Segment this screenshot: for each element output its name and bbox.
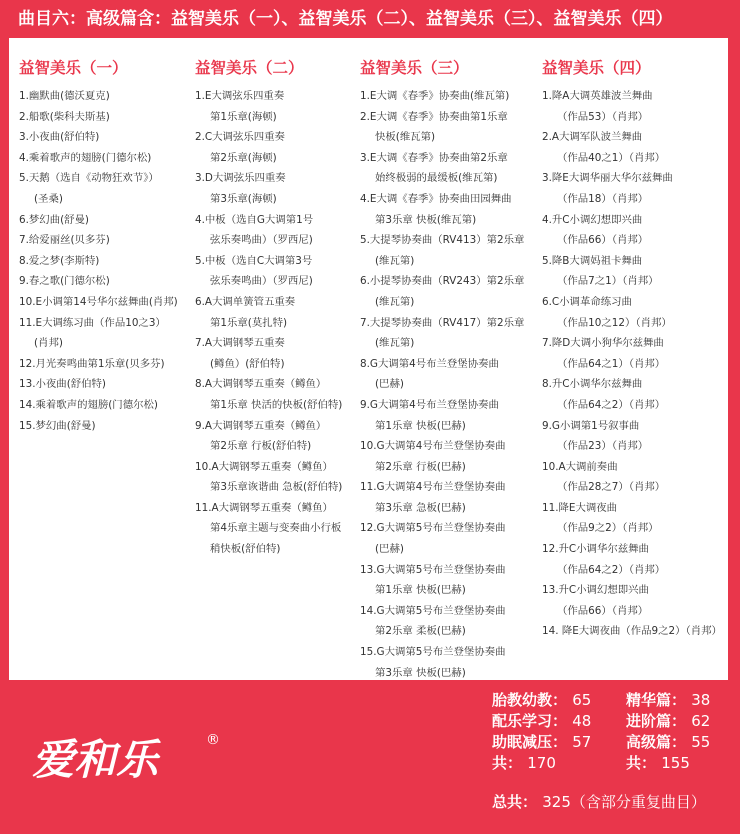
track-item: 7.A大调钢琴五重奏 <box>195 337 285 350</box>
track-item-continuation: 第4乐章主题与变奏曲小行板 <box>210 522 342 535</box>
track-item: 10.A大调前奏曲 <box>542 460 618 473</box>
track-item: 13.G大调第5号布兰登堡协奏曲 <box>360 563 506 576</box>
track-item: 5.大提琴协奏曲（RV413）第2乐章 <box>360 234 525 247</box>
track-item: 7.大提琴协奏曲（RV417）第2乐章 <box>360 316 525 329</box>
track-item: 6.小提琴协奏曲（RV243）第2乐章 <box>360 275 525 288</box>
track-item-continuation: (维瓦第) <box>375 337 415 350</box>
track-item-continuation: 第3乐章 快板(维瓦第) <box>375 213 477 226</box>
track-item: 3.D大调弦乐四重奏 <box>195 172 286 185</box>
track-item-continuation: （作品64之2）（肖邦） <box>557 563 666 576</box>
track-item: 4.中板（选自G大调第1号 <box>195 213 314 226</box>
track-item: 3.小夜曲(舒伯特) <box>19 131 100 144</box>
logo-text: 爱和乐 <box>32 735 159 784</box>
track-item-continuation: （作品18）（肖邦） <box>557 192 649 205</box>
track-item: 4.乘着歌声的翅膀(门德尔松) <box>19 151 152 164</box>
track-item: 12.升C小调华尔兹舞曲 <box>542 543 649 556</box>
track-item: 6.A大调单簧管五重奏 <box>195 295 296 308</box>
stat-right-0: 精华篇： 38 <box>626 691 711 709</box>
track-item-continuation: 第3乐章诙谐曲 急板(舒伯特) <box>210 481 343 494</box>
track-item: 6.梦幻曲(舒曼) <box>19 213 89 226</box>
track-item-continuation: （作品9之2）（肖邦） <box>557 522 659 535</box>
track-item-continuation: （作品66）（肖邦） <box>557 234 649 247</box>
track-item: 8.升C小调华尔兹舞曲 <box>542 378 643 391</box>
track-item: 5.天鹅（选自《动物狂欢节》） <box>19 172 159 185</box>
track-item-continuation: 稍快板(舒伯特) <box>210 543 281 556</box>
track-list-panel <box>9 38 728 680</box>
track-item-continuation: （作品10之12）（肖邦） <box>557 316 672 329</box>
track-item: 7.降D大调小狗华尔兹舞曲 <box>542 337 664 350</box>
track-item-continuation: (巴赫) <box>375 543 404 556</box>
track-item: 9.春之歌(门德尔松) <box>19 275 110 288</box>
track-item: 9.G小调第1号叙事曲 <box>542 419 640 432</box>
track-item: 1.幽默曲(德沃夏克) <box>19 90 110 102</box>
track-item: 14.G大调第5号布兰登堡协奏曲 <box>360 604 506 617</box>
track-item: 9.G大调第4号布兰登堡协奏曲 <box>360 398 499 411</box>
track-item: 10.A大调钢琴五重奏（鳟鱼） <box>195 460 333 473</box>
column-2-title: 益智美乐（二） <box>195 59 304 77</box>
track-item: 1.降A大调英雄波兰舞曲 <box>542 90 653 102</box>
track-item-continuation: （作品7之1）（肖邦） <box>557 275 659 288</box>
track-item-continuation: (鳟鱼）(舒伯特) <box>210 357 285 370</box>
track-item: 5.中板（选自C大调第3号 <box>195 254 313 267</box>
track-item-continuation: 快板(维瓦第) <box>375 131 436 144</box>
track-item: 2.船歌(柴科夫斯基) <box>19 110 110 123</box>
track-item-continuation: （作品64之1）（肖邦） <box>557 357 666 370</box>
track-item: 2.E大调《春季》协奏曲第1乐章 <box>360 110 508 123</box>
column-4-list <box>542 86 722 642</box>
track-item-continuation: 第2乐章(海顿) <box>210 151 277 164</box>
track-item: 11.降E大调夜曲 <box>542 501 618 514</box>
track-item-continuation: 第1乐章 快板(巴赫) <box>375 584 466 597</box>
track-item-continuation: （作品28之7）（肖邦） <box>557 481 666 494</box>
track-item: 11.E大调练习曲（作品10之3） <box>19 316 166 329</box>
track-item: 13.升C小调幻想即兴曲 <box>542 584 649 597</box>
track-item-continuation: (维瓦第) <box>375 254 415 267</box>
track-item: 2.C大调弦乐四重奏 <box>195 131 285 144</box>
track-item-continuation: 第2乐章 行板(巴赫) <box>375 460 466 473</box>
stat-right-1: 进阶篇： 62 <box>626 712 711 730</box>
track-item-continuation: （作品53）（肖邦） <box>557 110 649 123</box>
track-item-continuation: (圣桑) <box>34 192 63 205</box>
track-item-continuation: (肖邦) <box>34 337 63 350</box>
stat-right-2: 高级篇： 55 <box>626 733 711 751</box>
track-item-continuation: （作品64之2）（肖邦） <box>557 398 666 411</box>
track-item-continuation: 第2乐章 柔板(巴赫) <box>375 625 466 638</box>
track-item: 7.给爱丽丝(贝多芬) <box>19 234 110 247</box>
column-1 <box>19 56 178 436</box>
track-item-continuation: 第3乐章(海顿) <box>210 192 277 205</box>
track-item-continuation: (巴赫) <box>375 378 404 391</box>
track-item: 4.E大调《春季》协奏曲田园舞曲 <box>360 192 512 205</box>
track-item-continuation: 第3乐章 快板(巴赫) <box>375 666 466 679</box>
page-title: 曲目六：高级篇含：益智美乐（一）、益智美乐（二）、益智美乐（三）、益智美乐（四） <box>18 9 673 29</box>
track-item: 12.G大调第5号布兰登堡协奏曲 <box>360 522 506 535</box>
track-item: 11.G大调第4号布兰登堡协奏曲 <box>360 481 506 494</box>
track-item-continuation: 第1乐章 快板(巴赫) <box>375 419 466 432</box>
stat-right-3: 共： 155 <box>626 754 690 772</box>
column-2 <box>195 56 342 560</box>
track-item: 11.A大调钢琴五重奏（鳟鱼） <box>195 501 333 514</box>
track-item-continuation: (维瓦第) <box>375 295 415 308</box>
track-item: 3.E大调《春季》协奏曲第2乐章 <box>360 151 508 164</box>
column-3-title: 益智美乐（三） <box>360 59 469 77</box>
column-3 <box>360 56 524 683</box>
track-item: 5.降B大调妈祖卡舞曲 <box>542 254 643 267</box>
track-item: 15.梦幻曲(舒曼) <box>19 419 96 432</box>
stat-left-2: 助眠减压： 57 <box>492 733 592 751</box>
column-4 <box>542 56 722 642</box>
track-item: 8.A大调钢琴五重奏（鳟鱼） <box>195 378 327 391</box>
track-item-continuation: 第1乐章(海顿) <box>210 110 277 123</box>
logo-registered-mark: ® <box>206 732 220 748</box>
track-item: 14.乘着歌声的翅膀(门德尔松) <box>19 398 158 411</box>
track-item: 13.小夜曲(舒伯特) <box>19 378 106 391</box>
track-item: 8.爱之梦(李斯特) <box>19 254 100 267</box>
track-item-continuation: （作品66）（肖邦） <box>557 604 649 617</box>
track-item-continuation: 弦乐奏鸣曲）（罗西尼) <box>210 234 313 247</box>
track-item: 1.E大调弦乐四重奏 <box>195 90 285 102</box>
total-count: 总共： 325（含部分重复曲目） <box>492 793 706 811</box>
stat-left-0: 胎教幼教： 65 <box>492 691 592 709</box>
track-item-continuation: 第1乐章(莫扎特) <box>210 316 288 329</box>
track-item-continuation: 第3乐章 急板(巴赫) <box>375 501 466 514</box>
track-item-continuation: （作品40之1）（肖邦） <box>557 151 666 164</box>
track-item: 12.月光奏鸣曲第1乐章(贝多芬) <box>19 357 165 370</box>
track-item: 10.G大调第4号布兰登堡协奏曲 <box>360 440 506 453</box>
column-1-title: 益智美乐（一） <box>19 59 128 77</box>
stat-left-3: 共： 170 <box>492 754 556 772</box>
track-item: 3.降E大调华丽大华尔兹舞曲 <box>542 172 673 185</box>
track-item: 2.A大调军队波兰舞曲 <box>542 131 643 144</box>
track-item: 15.G大调第5号布兰登堡协奏曲 <box>360 646 506 659</box>
track-item: 9.A大调钢琴五重奏（鳟鱼） <box>195 419 327 432</box>
column-3-list <box>360 86 524 683</box>
track-item-continuation: （作品23）（肖邦） <box>557 440 649 453</box>
track-item: 1.E大调《春季》协奏曲(维瓦第) <box>360 90 510 102</box>
track-item: 6.C小调革命练习曲 <box>542 295 632 308</box>
footer <box>0 680 740 834</box>
track-item: 10.E小调第14号华尔兹舞曲(肖邦) <box>19 295 178 308</box>
stat-left-1: 配乐学习： 48 <box>492 712 592 730</box>
track-item: 4.升C小调幻想即兴曲 <box>542 213 643 226</box>
track-item-continuation: 第1乐章 快活的快板(舒伯特) <box>210 398 343 411</box>
track-item: 8.G大调第4号布兰登堡协奏曲 <box>360 357 499 370</box>
track-item-continuation: 始终极弱的最缓板(维瓦第) <box>375 172 498 185</box>
track-item-continuation: 弦乐奏鸣曲）（罗西尼) <box>210 275 313 288</box>
column-2-list <box>195 86 342 560</box>
brand-logo <box>30 726 250 786</box>
column-4-title: 益智美乐（四） <box>542 59 651 77</box>
track-item: 14. 降E大调夜曲（作品9之2）（肖邦） <box>542 625 722 638</box>
track-item-continuation: 第2乐章 行板(舒伯特) <box>210 440 312 453</box>
column-1-list <box>19 86 178 436</box>
